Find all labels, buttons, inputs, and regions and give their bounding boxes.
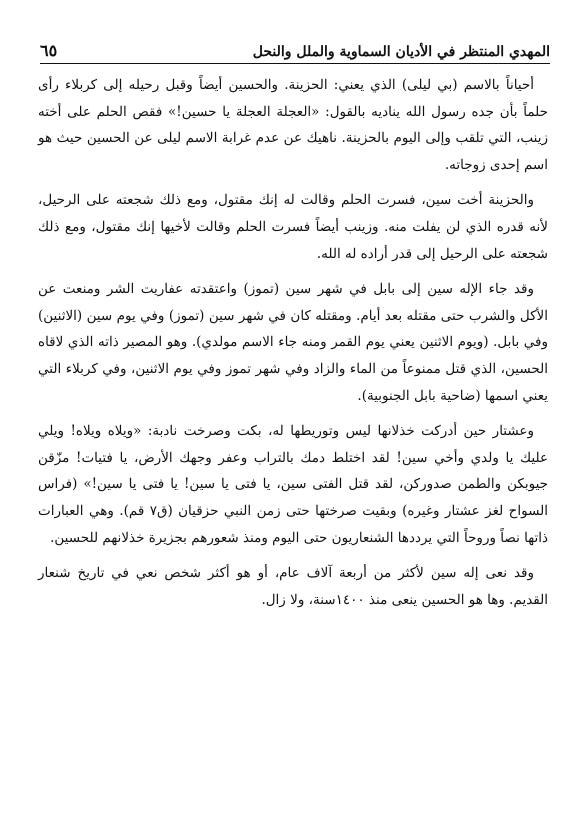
paragraph: وعشتار حين أدركت خذلانها ليس وتوريطها له، بكت وصرخت نادبة: «ويلاه ويلاه! ويلي عليك يا ولدي وأخي سين! لقد اختلط دمك بالتراب وعفر وجهك الأرض، يا فتيات! مزّقن جيوبكن والطمن صدوركن، لقد قتل الفتى سين، يا فتى يا سين! يا فتى يا سين!» (فراس السواح لغز عشتار وغيره) وبقيت صرختها حتى زمن النبي حزقيان (ق٧ قم). وهي العبارات ذاتها نصاً وروحاً التي يرددها الشنعاريون حتى اليوم ومنذ شعورهم بجزيرة خذلانهم للحسين. — [38, 423, 549, 546]
body-text — [38, 72, 548, 820]
page-number: ٦٥ — [40, 41, 58, 60]
running-header — [40, 30, 550, 64]
running-header-title: المهدي المنتظر في الأديان السماوية والملل والنحل — [252, 44, 550, 60]
paragraph: والحزينة أخت سين، فسرت الحلم وقالت له إنك مقتول، ومع ذلك شجعته على الرحيل، لأنه قدره الذي لن يفلت منه. وزينب أيضاً فسرت الحلم وقالت لأخيها إنك مقتول، ومع ذلك شجعته على الرحيل إلى قدر أراده له الله. — [38, 192, 548, 262]
paragraph: وقد نعى إله سين لأكثر من أربعة آلاف عام، أو هو أكثر شخص نعي في تاريخ شنعار القديم. وها هو الحسين ينعى منذ ١٤٠٠سنة، ولا زال. — [38, 565, 548, 608]
paragraph: أحياناً بالاسم (بي ليلى) الذي يعني: الحزينة. والحسين أيضاً وقبل رحيله إلى كربلاء رأى حلماً بأن جده رسول الله يناديه بالقول: «العجلة العجلة يا حسين!» فقص الحلم على أخته زينب، التي تلقب وإلى اليوم بالحزينة. ناهيك عن عدم غرابة الاسم ليلى عن الحسين حيث هو اسم إحدى زوجاته. — [38, 77, 548, 173]
paragraph: وقد جاء الإله سين إلى بابل في شهر سين (تموز) واعتقدته عفاريت الشر ومنعت عن الأكل والشرب حتى مقتله بعد أيام. ومقتله كان في شهر سين (تموز) وفي يوم سين (الاثنين) وفي بابل. (ويوم الاثنين يعني يوم القمر ومنه جاء الاسم مولدي). وهو المصير ذاته الذي لاقاه الحسين، الذي قتل ممنوعاً من الماء والزاد وفي شهر تموز وفي يوم الاثنين، وفي كربلاء التي يعني اسمها (ضاحية بابل الجنوبية). — [38, 281, 548, 404]
